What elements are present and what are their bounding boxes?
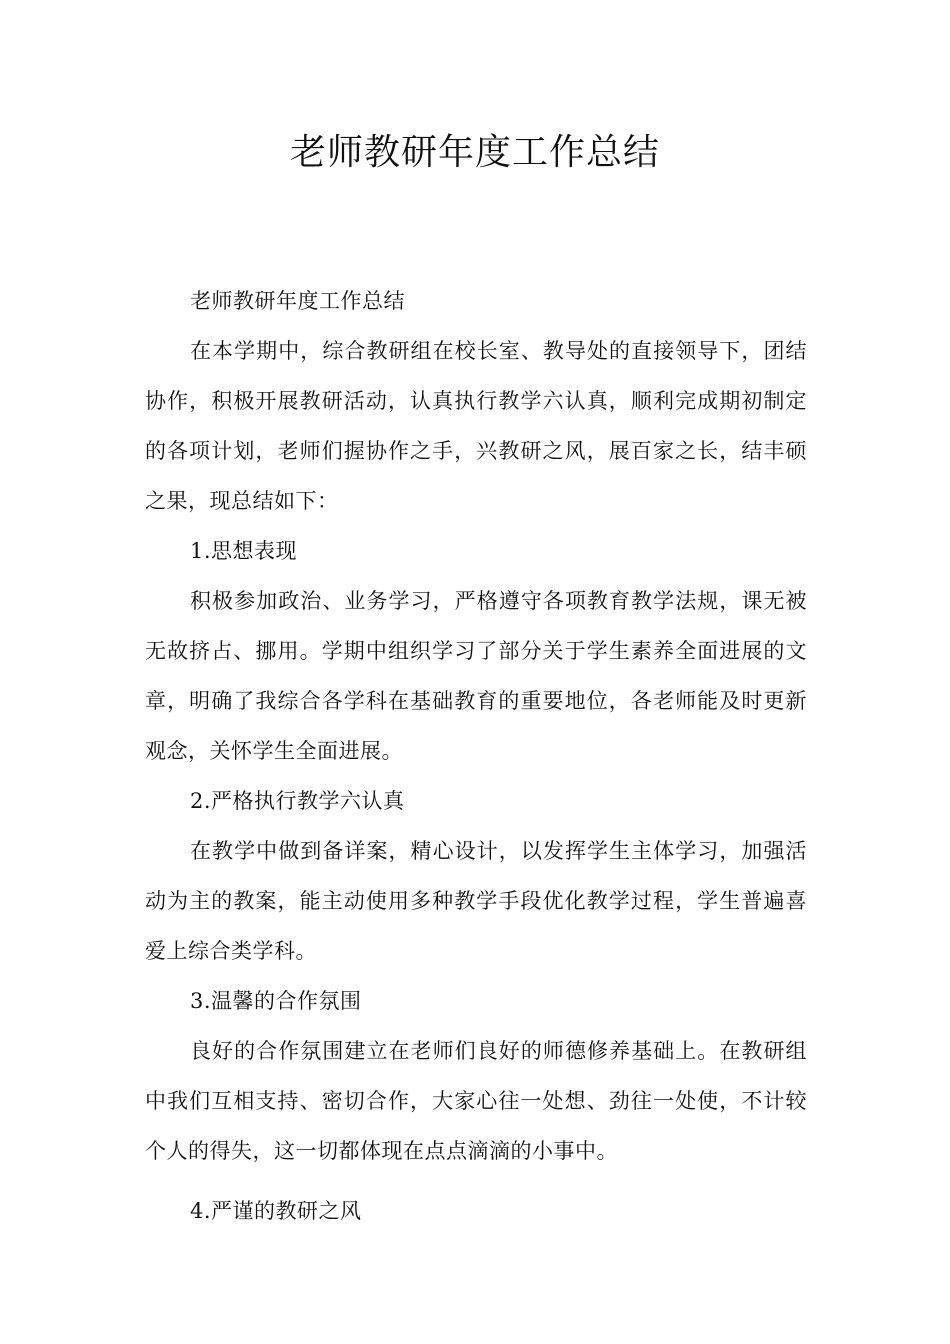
document-title: 老师教研年度工作总结 <box>289 132 660 173</box>
section-paragraph-3: 良好的合作氛围建立在老师们良好的师德修养基础上。在教研组中我们互相支持、密切合作，大家心往一处想、劲往一处使，不计较个人的得失，这一切都体现在点点滴滴的小事中。 <box>145 1039 807 1163</box>
section-heading-1: 1.思想表现 <box>190 539 298 563</box>
intro-paragraph: 在本学期中，综合教研组在校长室、教导处的直接领导下，团结协作，积极开展教研活动，认真执行教学六认真，顺利完成期初制定的各项计划，老师们握协作之手，兴教研之风，展百家之长，结丰硕之果，现总结如下： <box>145 339 807 513</box>
section-paragraph-1: 积极参加政治、业务学习，严格遵守各项教育教学法规，课无被无故挤占、挪用。学期中组织学习了部分关于学生素养全面进展的文章，明确了我综合各学科在基础教育的重要地位，各老师能及时更新观念，关怀学生全面进展。 <box>145 589 807 763</box>
section-heading-3: 3.温馨的合作氛围 <box>190 989 362 1013</box>
section-heading-2: 2.严格执行教学六认真 <box>190 789 405 813</box>
section-paragraph-2: 在教学中做到备详案，精心设计，以发挥学生主体学习，加强活动为主的教案，能主动使用多种教学手段优化教学过程，学生普遍喜爱上综合类学科。 <box>145 839 807 963</box>
document-body <box>145 276 807 1236</box>
section-heading-4: 4.严谨的教研之风 <box>190 1199 362 1223</box>
subtitle-paragraph: 老师教研年度工作总结 <box>190 289 405 313</box>
